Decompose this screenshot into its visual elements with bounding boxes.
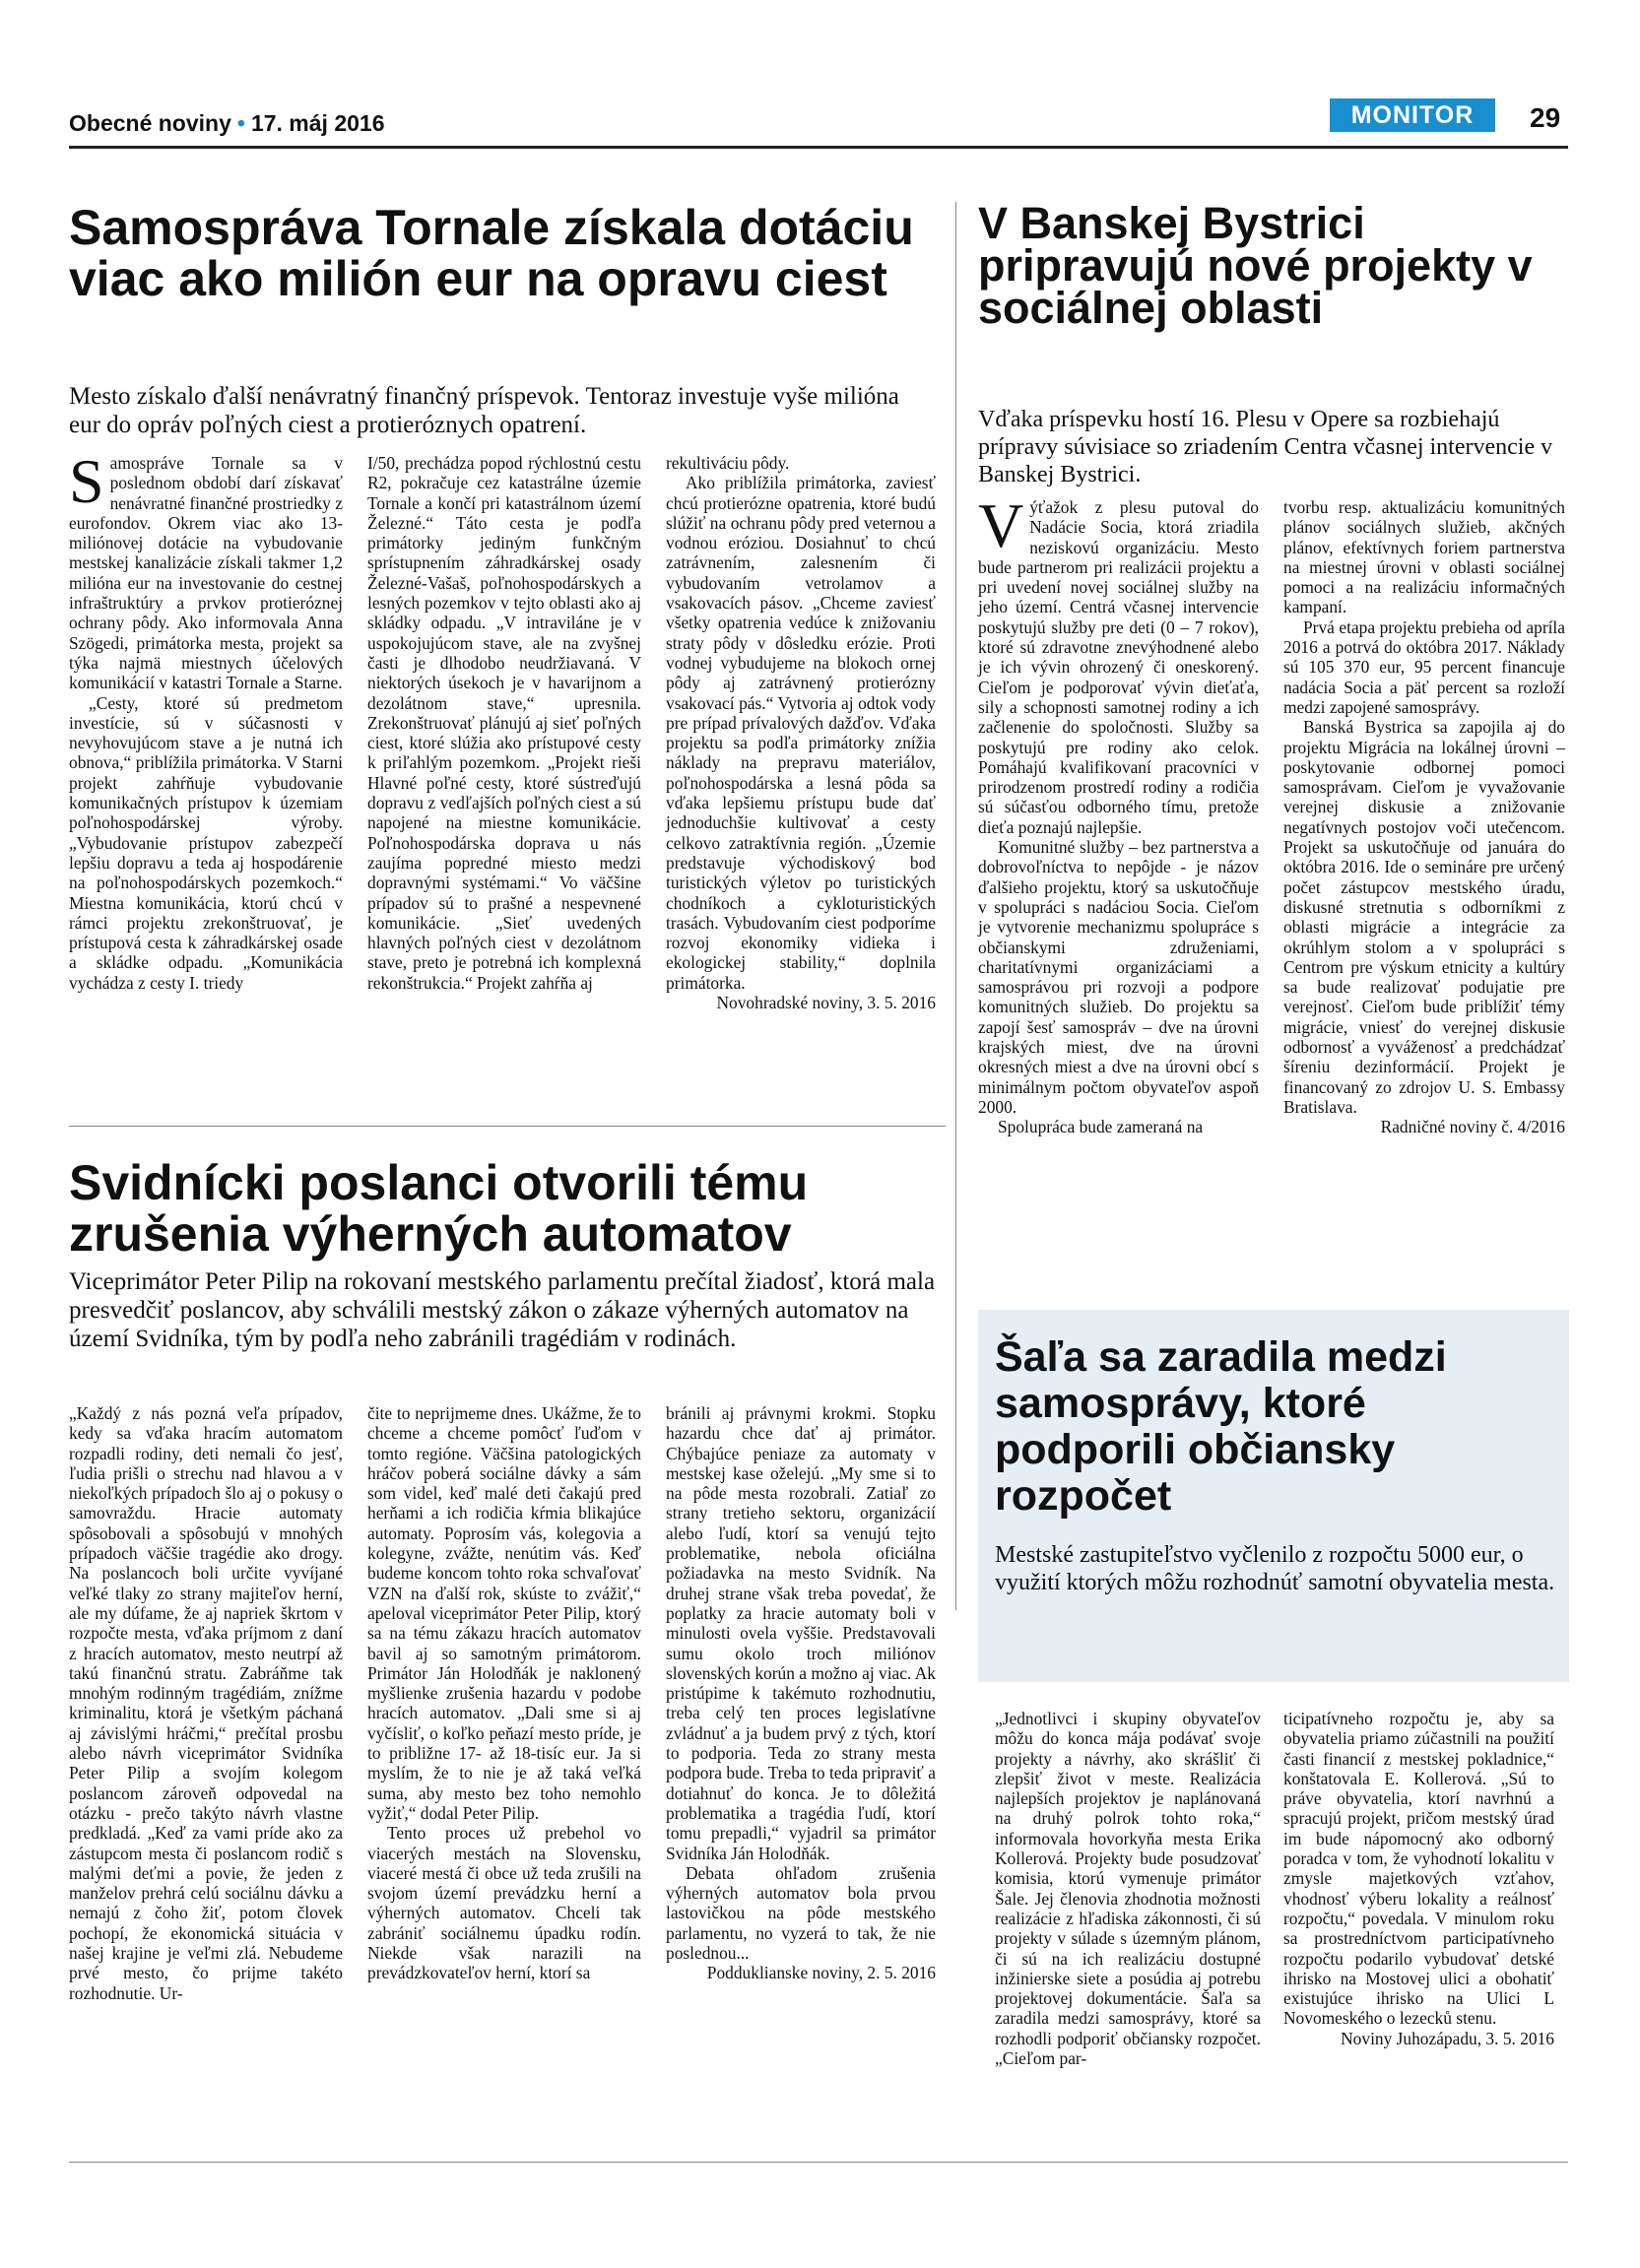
article3-paragraph: čite to neprijmeme dnes. Ukážme, že to chceme a chceme pomôcť ľuďom v tomto regióne. Väčšina patologických hráčov poberá sociálne dávky a sám som videl, keď malé deti čakajú pred herňami a ich rodičia kŕmia blikajúce automaty. Poprosím vás, kolegovia a kolegyne, zvážte, nenútim vás. Keď budeme koncom tohto roka schvaľovať VZN na ďalší rok, skúste to zvážiť,“ apeloval viceprimátor Peter Pilip, ktorý sa na tému zákazu hracích automatov bavil aj so samotným primátorom. Primátor Ján Holodňák je naklonený myšlienke zrušenia hazardu v podobe hracích automatov. „Dali sme si aj vyčísliť, o koľko peňazí mesto príde, je to približne 17- až 18-tisíc eur. Ja si myslím, že to nie je až taká veľká suma, aby mesto bez toho nemohlo vyžiť,“ dodal Peter Pilip. [367,1403,641,1823]
article3-headline: Svidnícki poslanci otvorili tému zrušenia výherných automatov [69,1155,809,1262]
article4-paragraph: ticipatívneho rozpočtu je, aby sa obyvatelia priamo zúčastnili na použití časti financií z mestskej pokladnice,“ konštatovala E. Kollerová. „Sú to práve obyvatelia, ktorí navrhnú a spracujú projekt, pričom mestský úrad im bude nápomocný ako odborný poradca v tom, že vyhodnotí lokalitu v zmysle majetkových vzťahov, vhodnosť výberu lokality a reálnosť rozpočtu,“ povedala. V minulom roku sa prostredníctvom participatívneho rozpočtu podarilo vybudovať detské ihrisko na Mostovej ulici a obohatiť existujúce ihrisko na Ulici L Novomeského o lezecků stenu. [1283,1709,1554,2029]
article1-paragraph: amospráve Tornale sa v poslednom období darí získavať nenávratné finančné prostriedky z eurofondov. Okrem viac ako 13-miliónovej dotácie na vybudovanie mestskej kanalizácie získali takmer 1,2 milióna eur na investovanie do cestnej infraštruktúry a prvkov protieróznej ochrany pôdy. Ako informovala Anna Szögedi, primátorka mesta, projekt sa týka najmä miestnych účelových komunikácií v katastri Tornale a Starne. [69,453,343,693]
article2-paragraph: Komunitné služby – bez partnerstva a dobrovoľníctva to nepôjde - je názov ďalšieho projektu, ktorý sa uskutočňuje v spolupráci s nadáciou Socia. Cieľom je vytvorenie mechanizmu spolupráce s občianskymi združeniami, charitatívnymi organizáciami a samosprávou pri rozvoji a podpore komunitných služieb. Do projektu sa zapojí šesť samospráv – dve na úrovni krajských miest, dve na úrovni okresných miest a dve na úrovni obcí s minimálnym počtom obyvateľov aspoň 2000. [978,837,1259,1117]
article1-paragraph: rekultiváciu pôdy. [666,453,790,473]
article1-lead: Mesto získalo ďalší nenávratný finančný príspevok. Tentoraz investuje vyše milióna eur do opráv poľných ciest a protieróznych opatrení. [69,383,899,438]
article4-column-1 [995,1709,1261,2068]
header-rule [69,146,1568,149]
article1-column-3 [666,453,936,1012]
article3-column-3 [666,1403,936,1983]
article1-paragraph: „Cesty, ktoré sú predmetom investície, sú v súčasnosti v nevyhovujúcom stave a je nutná ich obnova,“ priblížila primátorka. V Starni projekt zahŕňuje vybudovanie komunikačných prístupov k územiam poľnohospodárskej výroby. „Vybudovanie prístupov zabezpečí lepšiu dopravu a teda aj hospodárenie na poľnohospodárskych pozemkoch.“ Miestna komunikácia, ktorú chcú v rámci projektu zrekonštruovať, je prístupová cesta k záhradkárskej osade a skládke odpadu. „Komunikácia vychádza z cesty I. triedy [69,692,343,993]
article1-headline: Samospráva Tornale získala dotáciu viac ako milión eur na opravu ciest [69,200,914,306]
article4-headline: Šaľa sa zaradila medzi samosprávy, ktoré podporili občiansky rozpočet [995,1333,1447,1520]
article1-column-2 [367,453,641,993]
article3-paragraph: bránili aj právnymi krokmi. Stopku hazardu chce dať aj primátor. Chýbajúce peniaze za automaty v mestskej kase oželejú. „My sme si to na pôde mesta rozobrali. Zatiaľ zo strany tretieho sektoru, organizácií alebo ľudí, ktorí sa venujú tejto problematike, nebola oficiálna požiadavka na mesto Svidník. Na druhej strane však treba povedať, že poplatky za hracie automaty boli v minulosti ovela vyššie. Predstavovali sumu okolo troch miliónov slovenských korún a možno aj viac. Ak pristúpime k takémuto rozhodnutiu, treba celý ten proces legislatívne zvládnuť a ja budem prvý z tých, ktorí to podporia. Teda zo strany mesta podpora bude. Treba to teda pripraviť a dotiahnuť do konca. Je to dôležitá problematika a tragédia ľudí, ktorí tomu prepadli,“ vyjadril sa primátor Svidníka Ján Holodňák. [666,1403,936,1863]
publication-name: Obecné noviny [69,110,231,136]
footer-rule [69,2162,1568,2163]
article1-paragraph: Ako priblížila primátorka, zaviesť chcú protierózne opatrenia, ktoré budú slúžiť na ochranu pôdy pred veternou a vodnou eróziou. Dosiahnuť to chcú zatrávnením, zalesnením či vybudovaním vetrolamov a vsakovacích pásov. „Chceme zaviesť všetky opatrenia vedúce k znižovaniu straty pôdy v dôsledku erózie. Proti vodnej vybudujeme na blokoch ornej pôdy aj zatrávnený protierózny vsakovací pás.“ Vytvoria aj odtok vody pre prípad prívalových dažďov. Vďaka projektu sa podľa primátorky znížia náklady na prepravu materiálov, poľnohospodárska a lesná pôda sa vďaka lepšiemu prístupu bude dať jednoduchšie kultivovať a cesty celkovo zatraktívnia región. „Územie predstavuje východiskový bod turistických výletov po turistických chodníkoch a cykloturistických trasách. Vybudovaním ciest podporíme rozvoj ekonomiky vidieka i ekologickej stability,“ doplnila primátorka. [666,473,936,993]
article3-paragraph: Debata ohľadom zrušenia výherných automatov bola prvou lastovičkou na pôde mestského parlamentu, no vyzerá to tak, že nie poslednou... [666,1862,936,1964]
article2-paragraph: tvorbu resp. aktualizáciu komunitných plánov sociálnych služieb, akčných plánov, efektívnych foriem partnerstva na miestnej úrovni v oblasti sociálnej pomoci a na realizáciu informačných kampaní. [1283,497,1565,617]
article2-headline: V Banskej Bystrici pripravujú nové projekty v sociálnej oblasti [978,198,1533,333]
article1-column-1 [69,446,343,993]
column-divider [955,202,956,1610]
article1-drop-cap: S [69,446,104,516]
page-header [69,110,385,137]
article-divider [69,1126,946,1127]
article2-paragraph: ýťažok z plesu putoval do Nadácie Socia, ktorá zriadila neziskovú organizáciu. Mesto bude partnerom pri realizácii projektu a pri uvedení novej sociálnej služby na jeho území. Centrá včasnej intervencie poskytujú služby pre deti (0 – 7 rokov), ktoré sú zdravotne znevýhodnené alebo je ich vývin ohrozený či oneskorený. Cieľom je podporovať vývin dieťaťa, sily a schopnosti samotnej rodiny a ich začlenenie do spoločnosti. Služby sa poskytujú pre rodiny ako celok. Pomáhajú kvalifikovaní pracovníci v prirodzenom prostredí rodiny a rodičia sú súčasťou odborného tímu, pretože dieťa poznajú najlepšie. [978,497,1259,837]
article2-source: Radničné noviny č. 4/2016 [1380,1117,1565,1137]
article4-lead: Mestské zastupiteľstvo vyčlenilo z rozpočtu 5000 eur, o využití ktorých môžu rozhodnúť samotní obyvatelia mesta. [995,1542,1555,1595]
article2-paragraph: Prvá etapa projektu prebieha od apríla 2016 a potrvá do októbra 2017. Náklady sú 105 370 eur, 95 percent financuje nadácia Socia a päť percent sa rozloží medzi zapojené samosprávy. [1283,616,1565,717]
article3-column-1 [69,1403,343,2003]
article2-lead: Vďaka príspevku hostí 16. Plesu v Opere sa rozbiehajú prípravy súvisiace so zriadením Centra včasnej intervencie v Banskej Bystrici. [978,407,1553,487]
page-number: 29 [1530,102,1561,133]
article4-source: Noviny Juhozápadu, 3. 5. 2016 [1341,2028,1554,2048]
article1-source: Novohradské noviny, 3. 5. 2016 [716,993,936,1013]
article2-column-1 [978,490,1259,1137]
article2-drop-cap: V [978,490,1024,560]
article4-column-2 [1283,1709,1554,2048]
article1-paragraph: I/50, prechádza popod rýchlostnú cestu R2, pokračuje cez katastrálne územie Tornale a končí pri katastrálnom území Železné.“ Táto cesta je podľa primátorky jediným funkčným sprístupnením záhradkárskej osady Železné-Vašaš, poľnohospodárskych a lesných pozemkov v tejto oblasti ako aj skládky odpadu. „V intraviláne je v uspokojujúcom stave, ale na zvyšnej časti je dlhodobo neudržiavaná. V niektorých úsekoch je v havarijnom a dezolátnom stave,“ upresnila. Zrekonštruovať plánujú aj sieť poľných ciest, ktoré slúžia ako prístupové cesty k priľahlým pozemkom. „Projekt rieši Hlavné poľné cesty, ktoré sústreďujú dopravu z vedľajších poľných ciest a sú napojené na miestne komunikácie. Poľnohospodárska doprava u nás zaujíma popredné miesto medzi dopravnými systémami.“ Vo väčšine prípadov sú to prašné a nespevnené komunikácie. „Sieť uvedených hlavných poľných ciest v dezolátnom stave, preto je potrebná ich komplexná rekonštrukcia.“ Projekt zahŕňa aj [367,453,641,993]
article2-paragraph: Spolupráca bude zameraná na [998,1117,1204,1137]
article3-column-2 [367,1403,641,1983]
article3-paragraph: Tento proces už prebehol vo viacerých mestách na Slovensku, viaceré mestá či obce už teda zrušili na svojom území prevádzku herní a výherných automatov. Chceli tak zabrániť sociálnemu úpadku rodín. Niekde však narazili na prevádzkovateľov herní, ktorí sa [367,1823,641,1983]
article3-source: Podduklianske noviny, 2. 5. 2016 [706,1963,936,1983]
issue-date: 17. máj 2016 [250,110,385,136]
article2-paragraph: Banská Bystrica sa zapojila aj do projektu Migrácia na lokálnej úrovni – poskytovanie odbornej pomoci samosprávam. Cieľom je vyvažovanie verejnej diskusie a znižovanie negatívnych postojov voči utečencom. Projekt sa uskutočňuje od januára do októbra 2016. Ide o semináre pre určený počet zástupcov mestského úradu, diskusné stretnutia s odborníkmi z oblasti migrácie a integrácie za okrúhlym stolom a v spolupráci s Centrom pre výskum etnicity a kultúry sa bude realizovať podujatie pre verejnosť. Cieľom bude priblížiť témy migrácie, vniesť do verejnej diskusie odbornosť a vyváženosť a predchádzať šíreniu dezinformácií. Projekt je financovaný zo zdrojov U. S. Embassy Bratislava. [1283,717,1565,1117]
article3-lead: Viceprimátor Peter Pilip na rokovaní mestského parlamentu prečítal žiadosť, ktorá mala presvedčiť poslancov, aby schválili mestský zákon o zákaze výherných automatov na území Svidníka, tým by podľa neho zabránili tragédiám v rodinách. [69,1268,936,1352]
article3-paragraph: „Každý z nás pozná veľa prípadov, kedy sa vďaka hracím automatom rozpadli rodiny, deti nemali čo jesť, ľudia prišli o strechu nad hlavou a v niekoľkých prípadoch šlo aj o pokusy o samovraždu. Hracie automaty spôsobovali a spôsobujú v mnohých prípadoch väčšie tragédie ako drogy. Na poslancoch boli určite vyvíjané veľké tlaky zo strany majiteľov herní, ale my dúfame, že aj napriek škrtom v rozpočte mesta, vďaka príjmom z daní z hracích automatov, mesto neutrpí až takú finančnú stratu. Zabráňme tak mnohým rodinným tragédiám, znížme kriminalitu, ktorá je všetkým páchaná aj závislými hráčmi,“ prečítal prosbu alebo návrh viceprimátor Svidníka Peter Pilip a svojím kolegom poslancom zároveň odpovedal na otázku - prečo takýto návrh vlastne predkladá. „Keď za vami príde ako za zástupcom mesta či poslancom rodič s malými deťmi a povie, že jeden z manželov prehrá celú sociálnu dávku a nemajú z čoho žiť, potom človek pochopí, že ekonomická situácia v našej krajine je veľmi zlá. Nebudeme prvé mesto, čo prijme takéto rozhodnutie. Ur- [69,1403,343,2003]
article2-column-2 [1283,497,1565,1137]
separator-dot: • [236,110,245,136]
article4-paragraph: „Jednotlivci i skupiny obyvateľov môžu do konca mája podávať svoje projekty a návrhy, ako skrášliť či zlepšiť život v meste. Realizácia najlepších projektov je naplánovaná na druhý polrok tohto roka,“ informovala hovorkyňa mesta Erika Kollerová. Projekty bude posudzovať komisia, ktorú vymenuje primátor Šale. Jej členovia zhodnotia možnosti realizácie z hľadiska zákonnosti, či sú projekty v súlade s územným plánom, či sú na ich realizáciu dostupné inžinierske siete a posúdia aj potrebu projektovej dokumentácie. Šaľa sa zaradila medzi samosprávy, ktoré sa rozhodli podporiť občiansky rozpočet. „Cieľom par- [995,1709,1261,2069]
section-label: MONITOR [1330,98,1495,132]
